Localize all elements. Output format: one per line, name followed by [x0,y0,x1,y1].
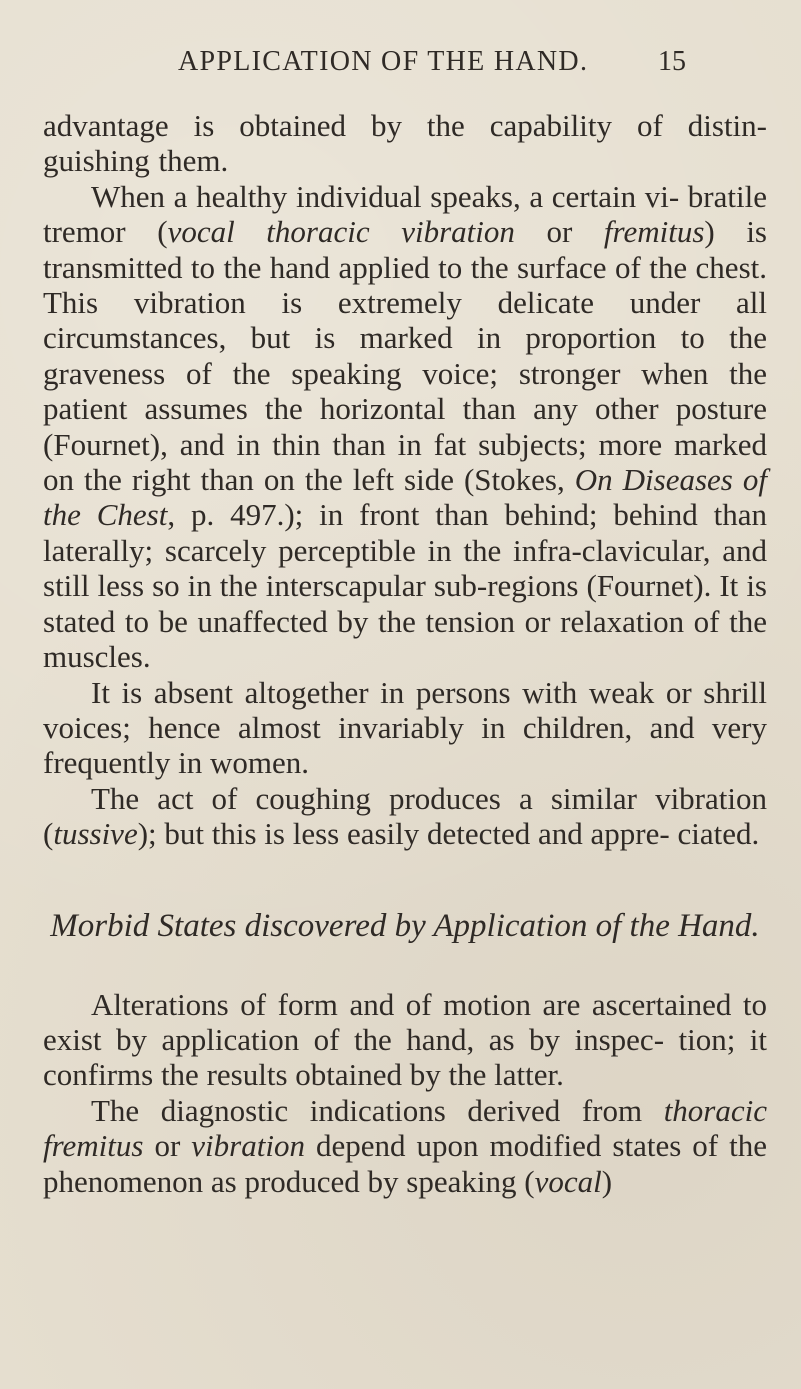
paragraph-6-part-a: The diagnostic indications derived from [91,1092,664,1128]
running-head [178,46,698,78]
paragraph-6-italic-thoracic-fremitus: thoracic fremitus [43,1092,767,1164]
body-text [43,108,767,1199]
paragraph-2-italic-vocal-thoracic-vibration: vocal thoracic vibration [167,214,515,250]
paragraph-6-part-c: depend upon modified states of the phenomenon as produced by speaking ( [43,1128,767,1199]
paragraph-4 [43,781,767,852]
paragraph-2-italic-book-title: On Diseases of the Chest [43,462,767,533]
paragraph-2-part-d: , p. 497.); in front than behind; behind than laterally; scarcely perceptible in the infra-clavicular, and still less so in the interscapular sub-regions (Fournet). It is stated to be unaffected by the tension or relaxation of the muscles. [43,497,767,675]
paragraph-2-italic-fremitus: fremitus [603,214,705,250]
paragraph-6-italic-vibration: vibration [191,1128,305,1164]
paragraph-4-part-a: The act of coughing produces a similar vibration ( [43,780,767,852]
page-number: 15 [658,46,686,77]
paragraph-5 [43,987,767,1093]
paragraph-2-part-c: ) is transmitted to the hand applied to the surface of the chest. This vibration is extremely delicate under all circumstances, but is marked in proportion to the graveness of the speaking voice; stronger when the patient assumes the horizontal than any other posture (Fournet), and in thin than in fat subjects; more marked on the right than on the left side (Stokes, [43,214,767,498]
paragraph-3 [43,675,767,781]
running-head-title: APPLICATION OF THE HAND. [178,46,589,77]
paragraph-3-text: It is absent altogether in persons with weak or shrill voices; hence almost invariably in children, and very frequently in women. [43,674,767,781]
paragraph-4-italic-tussive: tussive [53,816,138,852]
paragraph-6-part-d: ) [601,1163,613,1199]
section-heading: Morbid States discovered by Application of the Hand. [50,907,760,944]
paragraph-1 [43,108,767,179]
paragraph-2-part-b: or [514,214,604,250]
paragraph-2 [43,179,767,675]
paragraph-6 [43,1093,767,1199]
paragraph-6-italic-vocal: vocal [534,1163,602,1199]
paragraph-1-text: advantage is obtained by the capability of distin- guishing them. [43,108,767,179]
paragraph-4-part-b: ); but this is less easily detected and appre- ciated. [137,816,760,852]
paragraph-6-part-b: or [143,1128,192,1164]
paragraph-2-part-a: When a healthy individual speaks, a certain vi- bratile tremor ( [43,178,767,250]
paragraph-5-text: Alterations of form and of motion are ascertained to exist by application of the hand, as by inspec- tion; it confirms the results obtained by the latter. [43,986,767,1093]
